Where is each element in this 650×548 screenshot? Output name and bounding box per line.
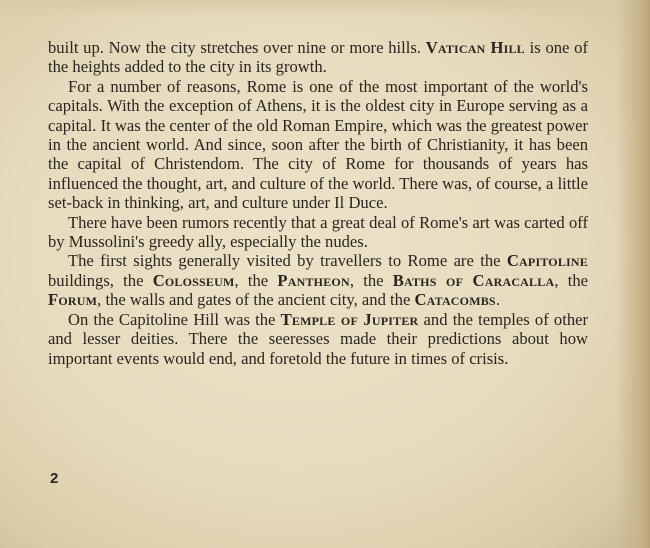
text-run: The first sights generally visited by travellers to Rome are the xyxy=(68,251,507,271)
place-name: Colosseum xyxy=(152,270,235,290)
page-body xyxy=(48,38,588,368)
place-name: Capitoline xyxy=(506,251,588,271)
text-run: On the Capitoline Hill was the xyxy=(68,309,281,329)
paragraph-5 xyxy=(48,310,588,368)
text-run: , the xyxy=(349,270,393,290)
place-name: Vatican Hill xyxy=(425,38,525,57)
text-run: , the walls and gates of the ancient city, and the xyxy=(97,290,415,310)
place-name: Pantheon xyxy=(277,270,350,290)
place-name: Catacombs xyxy=(414,290,496,310)
text-run: . xyxy=(495,290,500,310)
paragraph-3 xyxy=(48,213,588,252)
place-name: Baths of Caracalla xyxy=(392,270,555,290)
place-name: Forum xyxy=(48,290,98,310)
text-run: , the xyxy=(234,270,278,290)
text-run: For a number of reasons, Rome is one of the most important of the world's capitals. With the exception of Athens, it is the oldest city in Europe serving as a capital. It was the center of the old Roman Empire, which was the greatest power in the ancient world. And since, soon after the birth of Christianity, it has been the capital of Christendom. The city of Rome for thousands of years has influenced the thought, art, and culture of the world. There was, of course, a little set-back in thinking, art, and culture under Il Duce. xyxy=(48,76,588,213)
page-number: 2 xyxy=(50,470,59,487)
place-name: Temple of Jupiter xyxy=(280,309,419,329)
paragraph-2 xyxy=(48,77,588,213)
text-run: built up. Now the city stretches over nine or more hills. xyxy=(48,38,426,57)
text-run: and the temples of other and lesser deities. There the seeresses made their predictions about how important events would end, and foretold the future in times of crisis. xyxy=(48,309,589,368)
text-run: is one of the heights added to the city in its growth. xyxy=(48,38,588,77)
text-run: There have been rumors recently that a great deal of Rome's art was carted off by Mussolini's greedy ally, especially the nudes. xyxy=(48,212,588,252)
paragraph-4 xyxy=(48,251,588,309)
text-run: buildings, the xyxy=(48,270,153,290)
text-run: , the xyxy=(554,270,588,290)
paragraph-1 xyxy=(48,38,588,77)
